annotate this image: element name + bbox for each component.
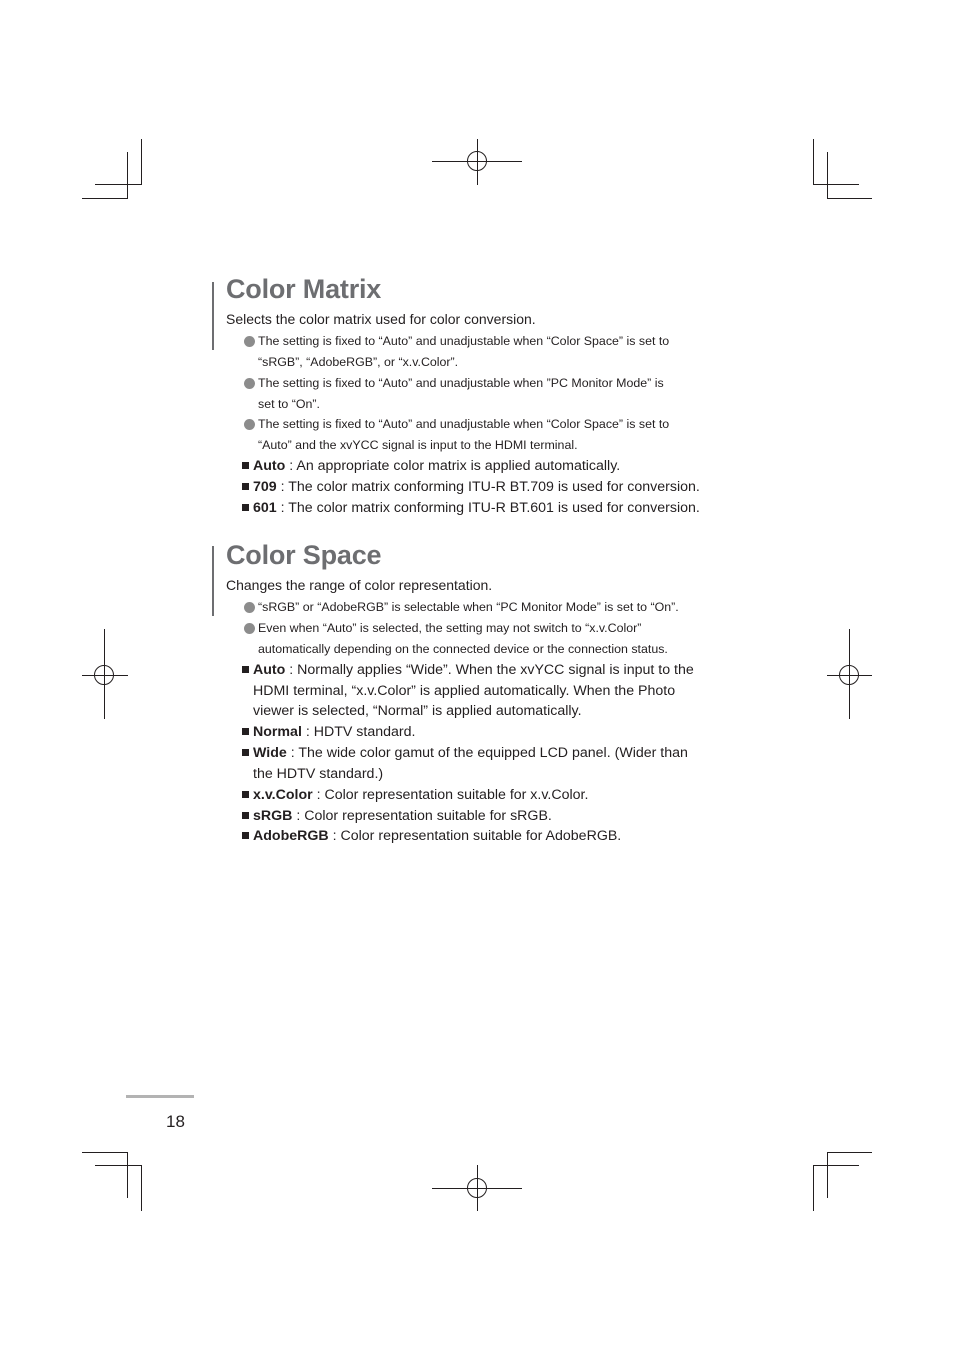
option-desc: : Normally applies “Wide”. When the xvYCC signal is input to the	[285, 662, 694, 678]
bullet-square-icon	[242, 791, 249, 798]
option-desc: : An appropriate color matrix is applied automatically.	[285, 458, 621, 474]
option-term: sRGB	[253, 808, 293, 824]
color-matrix-section	[212, 274, 732, 528]
section-title: Color Space	[226, 540, 382, 570]
option-term: AdobeRGB	[253, 828, 329, 844]
option-desc: : Color representation suitable for x.v.Color.	[312, 787, 589, 803]
note-item: The setting is fixed to “Auto” and unadjustable when “Color Space” is set to “sRGB”, “AdobeRGB”, or “x.v.Color”.	[244, 331, 714, 373]
option-item	[240, 826, 720, 847]
bullet-square-icon	[242, 483, 249, 490]
note-item: Even when “Auto” is selected, the setting may not switch to “x.v.Color” automatically depending on the connected device or the connection status.	[244, 618, 714, 660]
bullet-square-icon	[242, 749, 249, 756]
option-item	[240, 660, 720, 722]
bullet-square-icon	[242, 462, 249, 469]
page-number: 18	[166, 1112, 185, 1131]
option-item	[240, 785, 720, 806]
option-desc: : Color representation suitable for AdobeRGB.	[328, 828, 622, 844]
bullet-dot-icon	[244, 623, 255, 634]
option-desc: : The color matrix conforming ITU-R BT.709 is used for conversion.	[276, 479, 700, 495]
note-item: The setting is fixed to “Auto” and unadjustable when “Color Space” is set to “Auto” and the xvYCC signal is input to the HDMI terminal.	[244, 414, 714, 456]
bullet-square-icon	[242, 504, 249, 511]
option-term: Auto	[253, 662, 286, 678]
option-desc: : The wide color gamut of the equipped LCD panel. (Wider than	[286, 745, 688, 761]
bullet-square-icon	[242, 832, 249, 839]
option-desc: : The color matrix conforming ITU-R BT.601 is used for conversion.	[276, 500, 700, 516]
bullet-dot-icon	[244, 419, 255, 430]
section-intro: Selects the color matrix used for color conversion.	[226, 311, 536, 327]
section-bar	[212, 546, 214, 616]
option-term: x.v.Color	[253, 787, 313, 803]
bullet-dot-icon	[244, 602, 255, 613]
bullet-square-icon	[242, 666, 249, 673]
note-item: “sRGB” or “AdobeRGB” is selectable when “PC Monitor Mode” is set to “On”.	[244, 597, 714, 618]
section-title: Color Matrix	[226, 274, 382, 304]
section-intro: Changes the range of color representation.	[226, 577, 493, 593]
page-number-rule	[126, 1095, 194, 1098]
option-term: Auto	[253, 458, 286, 474]
option-term: 601	[253, 500, 277, 516]
color-space-section	[212, 540, 732, 854]
option-desc-line: HDMI terminal, “x.v.Color” is applied automatically. When the Photo	[253, 682, 676, 699]
option-desc-line: viewer is selected, “Normal” is applied automatically.	[253, 703, 582, 720]
section-bar	[212, 282, 214, 350]
option-item	[240, 722, 720, 743]
bullet-square-icon	[242, 728, 249, 735]
bullet-square-icon	[242, 812, 249, 819]
option-item	[240, 456, 720, 477]
option-desc: : HDTV standard.	[301, 724, 416, 740]
bullet-dot-icon	[244, 378, 255, 389]
bullet-dot-icon	[244, 336, 255, 347]
option-item	[240, 477, 720, 498]
option-term: 709	[253, 479, 277, 495]
option-desc: : Color representation suitable for sRGB.	[292, 808, 552, 824]
option-item	[240, 498, 720, 519]
note-item: The setting is fixed to “Auto” and unadjustable when ”PC Monitor Mode” is set to “On”.	[244, 373, 714, 415]
option-item	[240, 743, 720, 784]
option-term: Wide	[253, 745, 287, 761]
option-desc-line: the HDTV standard.)	[253, 765, 384, 782]
option-term: Normal	[253, 724, 302, 740]
option-item	[240, 806, 720, 827]
